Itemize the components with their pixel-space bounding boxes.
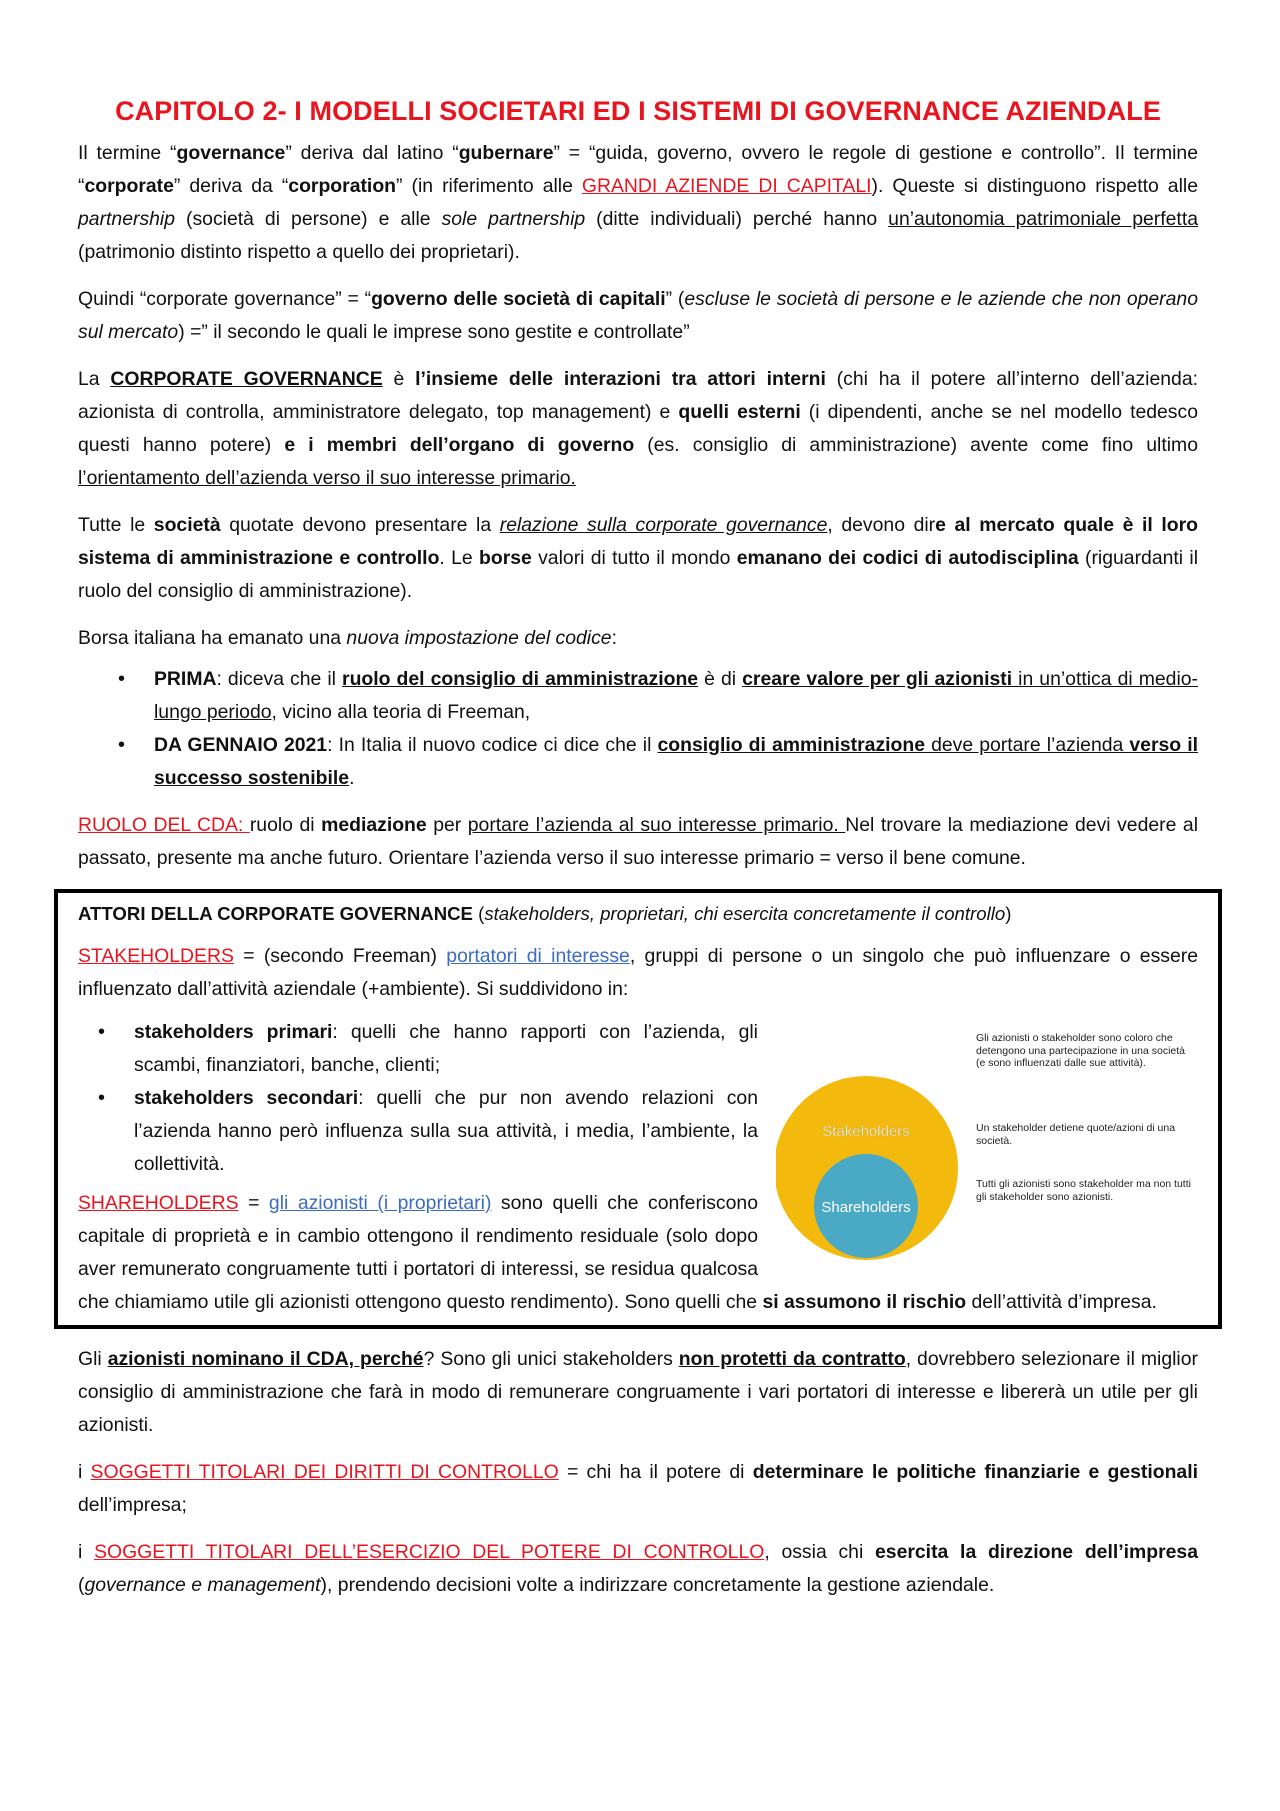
paragraph-diritti-controllo: i SOGGETTI TITOLARI DEI DIRITTI DI CONTROLLO = chi ha il potere di determinare le politiche finanziarie e gestionali dell’impresa; [78, 1461, 1198, 1516]
highlight-diritti-controllo: SOGGETTI TITOLARI DEI DIRITTI DI CONTROLLO [90, 1461, 559, 1483]
highlight-stakeholders: STAKEHOLDERS [78, 945, 234, 967]
list-item: • PRIMA: diceva che il ruolo del consiglio di amministrazione è di creare valore per gli azionisti in un’ottica di medio-lungo periodo, vicino alla teoria di Freeman, [118, 668, 1198, 723]
document-page [78, 96, 1198, 1616]
paragraph-ruolo-cda: RUOLO DEL CDA: ruolo di mediazione per portare l’azienda al suo interesse primario. Nel trovare la mediazione devi vedere al passato, presente ma anche futuro. Orientare l’azienda verso il suo interesse primario = verso il bene comune. [78, 814, 1198, 869]
list-item: • DA GENNAIO 2021: In Italia il nuovo codice ci dice che il consiglio di amministrazione deve portare l’azienda verso il successo sostenibile. [118, 734, 1198, 789]
highlight-shareholders: SHAREHOLDERS [78, 1192, 239, 1214]
highlight-portatori-di-interesse: portatori di interesse [446, 945, 630, 967]
paragraph-borsa-italiana: Borsa italiana ha emanato una nuova impostazione del codice: [78, 627, 617, 649]
governance-actors-box [54, 889, 1222, 1329]
figure-note-2: Un stakeholder detiene quote/azioni di una società. [976, 1122, 1176, 1147]
stakeholder-types-list [78, 1016, 1198, 1181]
paragraph-azionisti-cda: Gli azionisti nominano il CDA, perché? Sono gli unici stakeholders non protetti da contratto, dovrebbero selezionare il miglior consiglio di amministrazione che farà in modo di remunerare congruamente i vari portatori di interesse e libererà un utile per gli azionisti. [78, 1348, 1198, 1436]
stakeholders-label: Stakeholders [822, 1123, 910, 1140]
shareholders-label: Shareholders [821, 1199, 911, 1216]
paragraph-corporate-governance-interactions: La CORPORATE GOVERNANCE è l’insieme delle interazioni tra attori interni (chi ha il potere all’interno dell’azienda: azionista di controlla, amministratore delegato, top management) e quelli esterni (i dipendenti, anche se nel modello tedesco questi hanno potere) e i membri dell’organo di governo (es. consiglio di amministrazione) avente come fino ultimo l’orientamento dell’azienda verso il suo interesse primario. [78, 368, 1198, 489]
paragraph-corporate-governance-meaning: Quindi “corporate governance” = “governo delle società di capitali” (escluse le società di persone e le aziende che non operano sul mercato) =” il secondo le quali le imprese sono gestite e controllate” [78, 288, 1198, 343]
list-item: • stakeholders secondari: quelli che pur non avendo relazioni con l’azienda hanno però influenza sulla sua attività, i media, l’ambiente, la collettività. [98, 1087, 758, 1175]
paragraph-stakeholders: STAKEHOLDERS = (secondo Freeman) portatori di interesse, gruppi di persone o un singolo che può influenzare o essere influenzato dall’attività aziendale (+ambiente). Si suddividono in: [78, 945, 1199, 1000]
paragraph-esercizio-controllo: i SOGGETTI TITOLARI DELL’ESERCIZIO DEL POTERE DI CONTROLLO, ossia chi esercita la direzione dell’impresa (governance e management), prendendo decisioni volte a indirizzare concretamente la gestione aziendale. [78, 1541, 1198, 1596]
figure-note-3: Tutti gli azionisti sono stakeholder ma non tutti gli stakeholder sono azionisti. [976, 1178, 1191, 1203]
paragraph-listed-companies: Tutte le società quotate devono presentare la relazione sulla corporate governance, devono dire al mercato quale è il loro sistema di amministrazione e controllo. Le borse valori di tutto il mondo emanano dei codici di autodisciplina (riguardanti il ruolo del consiglio di amministrazione). [78, 514, 1199, 602]
figure-note-1: Gli azionisti o stakeholder sono coloro che detengono una partecipazione in una società (e sono influenzati dalle sue attività). [976, 1032, 1185, 1069]
box-heading: ATTORI DELLA CORPORATE GOVERNANCE (stakeholders, proprietari, chi esercita concretamente il controllo) [78, 903, 1012, 924]
chapter-title: CAPITOLO 2- I MODELLI SOCIETARI ED I SISTEMI DI GOVERNANCE AZIENDALE [115, 96, 1161, 126]
highlight-esercizio-controllo: SOGGETTI TITOLARI DELL’ESERCIZIO DEL POTERE DI CONTROLLO [94, 1541, 765, 1563]
paragraph-shareholders: SHAREHOLDERS = gli azionisti (i proprietari) sono quelli che conferiscono capitale di proprietà e in cambio ottengono il rendimento residuale (solo dopo aver remunerato congruamente tutti i portatori di interessi, se residua qualcosa che chiamiamo utile gli azionisti ottengono questo rendimento). Sono quelli che si assumono il rischio dell’attività d’impresa. [78, 1192, 1157, 1313]
highlight-azionisti: gli azionisti (i proprietari) [268, 1192, 492, 1214]
paragraph-governance-definition: Il termine “governance” deriva dal latino “gubernare” = “guida, governo, ovvero le regole di gestione e controllo”. Il termine “corporate” deriva da “corporation” (in riferimento alle GRANDI AZIENDE DI CAPITALI). Queste si distinguono rispetto alle partnership (società di persone) e alle sole partnership (ditte individuali) perché hanno un’autonomia patrimoniale perfetta (patrimonio distinto rispetto a quello dei proprietari). [78, 142, 1198, 263]
highlight-ruolo-cda: RUOLO DEL CDA: [78, 814, 250, 836]
highlight-grandi-aziende: GRANDI AZIENDE DI CAPITALI [581, 175, 872, 197]
list-item: • stakeholders primari: quelli che hanno rapporti con l’azienda, gli scambi, finanziatori, banche, clienti; [98, 1021, 758, 1076]
code-changes-list [78, 663, 1198, 795]
